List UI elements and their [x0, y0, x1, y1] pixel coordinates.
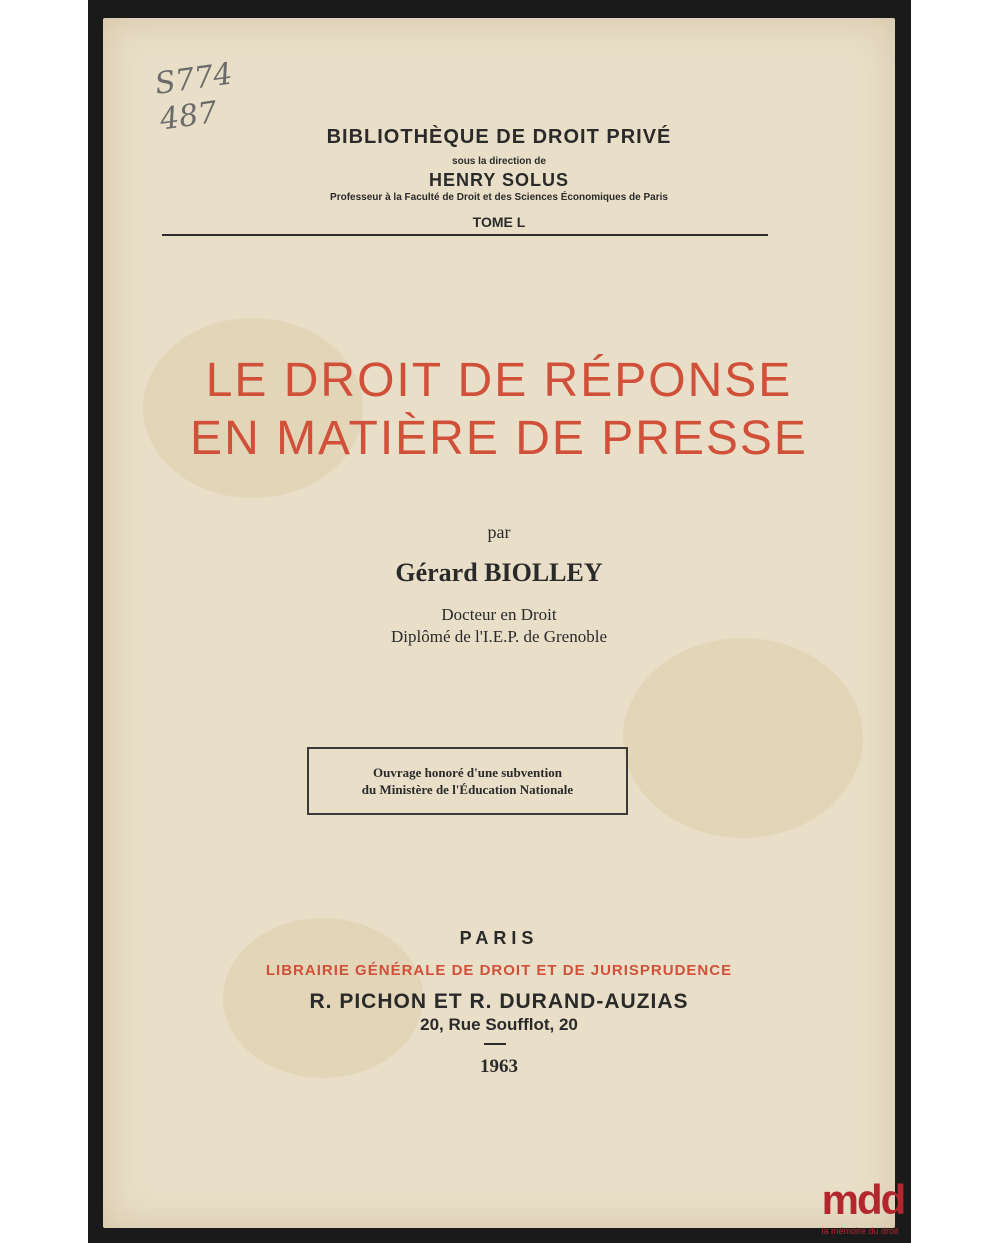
author-name: Gérard BIOLLEY — [395, 558, 603, 587]
author-by: par — [487, 522, 511, 542]
series-editor: HENRY SOLUS — [428, 170, 570, 190]
subsidy-notice-line2: du Ministère de l'Éducation Nationale — [361, 782, 574, 797]
book-title — [103, 352, 895, 468]
series-direction: sous la direction de — [452, 156, 546, 167]
author-credentials — [103, 604, 895, 648]
imprint-publisher: LIBRAIRIE GÉNÉRALE DE DROIT ET DE JURISPRUDENCE — [265, 962, 733, 979]
series-title: BIBLIOTHÈQUE DE DROIT PRIVÉ — [326, 126, 672, 148]
mdd-logo-caption: la mémoire du droit — [821, 1226, 899, 1236]
imprint-year: 1963 — [480, 1056, 518, 1077]
series-tome: TOME L — [472, 214, 526, 230]
imprint-city: PARIS — [459, 928, 539, 948]
author-diploma: Diplômé de l'I.E.P. de Grenoble — [391, 627, 607, 646]
book-title-line1: LE DROIT DE RÉPONSE — [205, 354, 793, 407]
series-editor-role: Professeur à la Faculté de Droit et des Sciences Économiques de Paris — [330, 192, 668, 203]
author-degree: Docteur en Droit — [441, 605, 557, 624]
imprint-printers: R. PICHON ET R. DURAND-AUZIAS — [309, 990, 689, 1013]
subsidy-notice-line1: Ouvrage honoré d'une subvention — [373, 765, 562, 780]
mdd-logo: mdd — [821, 1176, 905, 1223]
imprint-dash — [484, 1043, 506, 1045]
shelfmark-line1: S774 — [152, 56, 235, 102]
imprint-address: 20, Rue Soufflot, 20 — [420, 1015, 578, 1034]
book-title-line2: EN MATIÈRE DE PRESSE — [190, 412, 808, 465]
shelfmark-line2: 487 — [157, 94, 220, 138]
header-divider — [162, 234, 768, 236]
subsidy-notice — [307, 747, 628, 815]
